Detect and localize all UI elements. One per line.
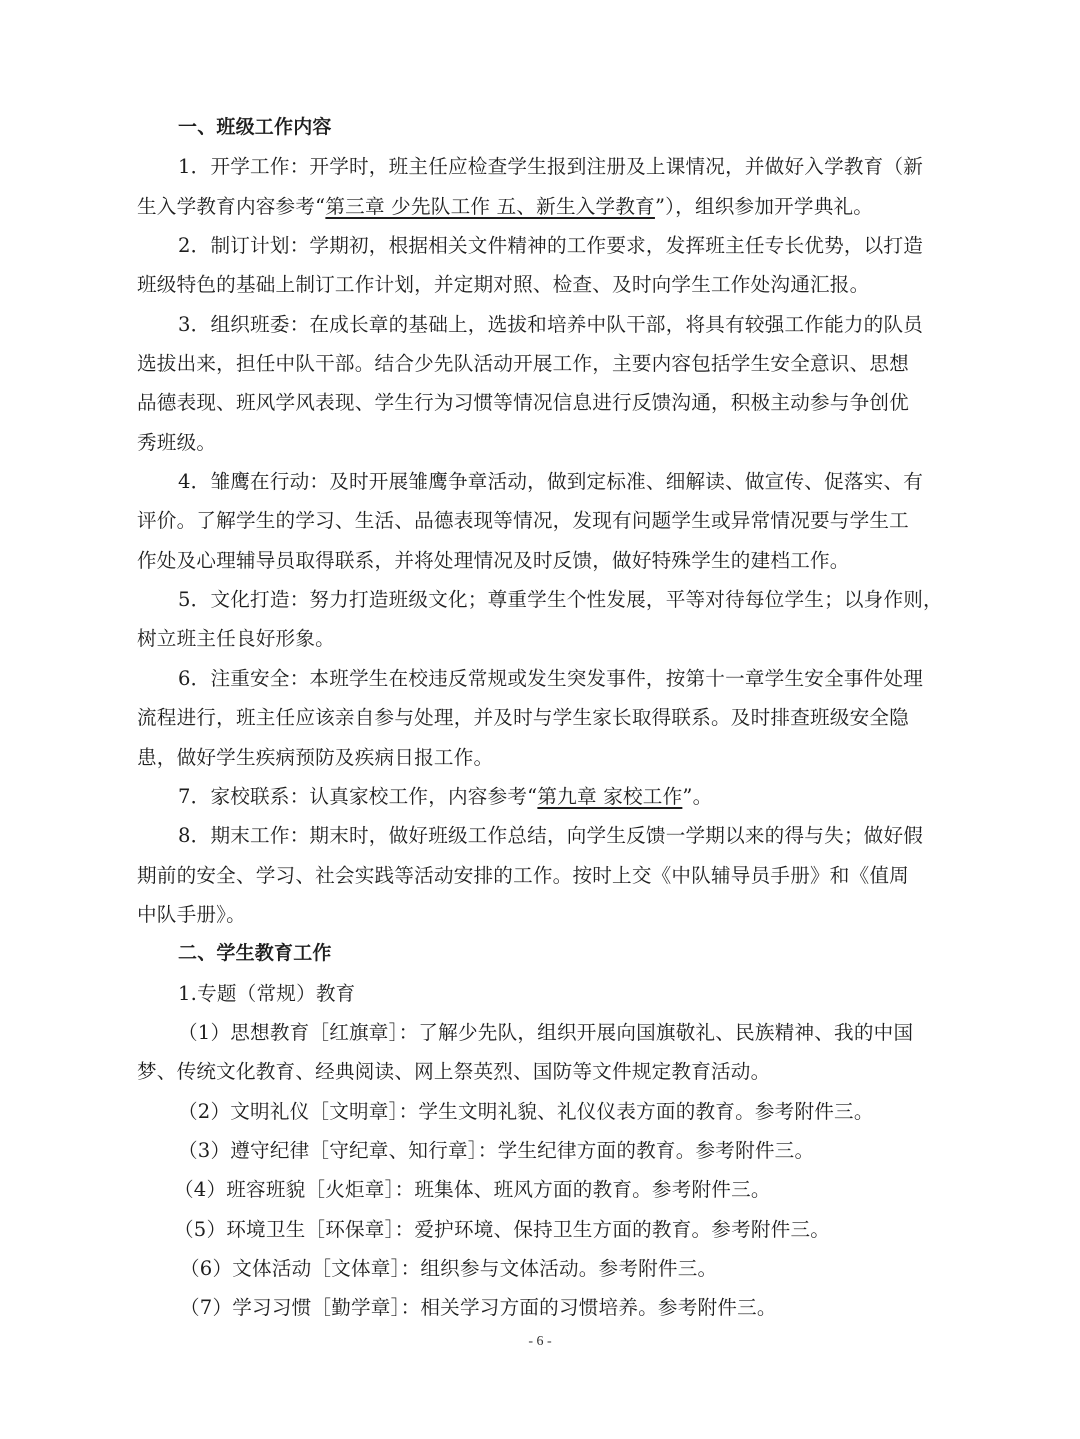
item-1-line-1: 1．开学工作：开学时，班主任应检查学生报到注册及上课情况，并做好入学教育（新 [178, 155, 924, 179]
item-3-line-1: 3．组织班委：在成长章的基础上，选拔和培养中队干部，将具有较强工作能力的队员 [178, 312, 924, 336]
item-8-line-3: 中队手册》。 [137, 902, 246, 926]
section-2-subtitle: 1.专题（常规）教育 [178, 981, 356, 1005]
item-5-line-2: 树立班主任良好形象。 [137, 627, 335, 651]
item-3-line-2: 选拔出来，担任中队干部。结合少先队活动开展工作，主要内容包括学生安全意识、思想 [137, 352, 909, 376]
item-7-line-1 [137, 777, 943, 816]
item-8-line-2: 期前的安全、学习、社会实践等活动安排的工作。按时上交《中队辅导员手册》和《值周 [137, 863, 909, 887]
item-4-line-1: 4．雏鹰在行动：及时开展雏鹰争章活动，做到定标准、细解读、做宣传、促落实、有 [178, 470, 924, 494]
item-6-line-3: 患，做好学生疾病预防及疾病日报工作。 [137, 745, 494, 769]
item-7-text-a: 7．家校联系：认真家校工作，内容参考“ [178, 784, 538, 808]
item-2-line-1: 2．制订计划：学期初，根据相关文件精神的工作要求，发挥班主任专长优势，以打造 [178, 234, 924, 258]
item-1-text-b: ”），组织参加开学典礼。 [654, 194, 874, 218]
edu-item-2: （2）文明礼仪［文明章］：学生文明礼貌、礼仪仪表方面的教育。参考附件三。 [178, 1099, 874, 1123]
item-3-line-4: 秀班级。 [137, 430, 217, 454]
edu-item-4: （4）班容班貌［火炬章］：班集体、班风方面的教育。参考附件三。 [174, 1178, 771, 1202]
item-4-line-3: 作处及心理辅导员取得联系，并将处理情况及时反馈，做好特殊学生的建档工作。 [137, 548, 850, 572]
document-page [137, 108, 943, 1328]
item-5-line-1: 5．文化打造：努力打造班级文化；尊重学生个性发展，平等对待每位学生；以身作则， [178, 588, 943, 612]
item-1-line-2 [137, 187, 943, 226]
item-4-line-2: 评价。了解学生的学习、生活、品德表现等情况，发现有问题学生或异常情况要与学生工 [137, 509, 909, 533]
section-heading-1: 一、班级工作内容 [178, 116, 332, 138]
edu-item-7: （7）学习习惯［勤学章］：相关学习方面的习惯培养。参考附件三。 [180, 1296, 777, 1320]
item-7-text-b: ”。 [682, 784, 713, 808]
chapter9-link[interactable]: 第九章 家校工作 [537, 784, 683, 808]
section-heading-2: 二、学生教育工作 [178, 942, 332, 965]
edu-item-1-line-1: （1）思想教育［红旗章］：了解少先队，组织开展向国旗敬礼、民族精神、我的中国 [178, 1020, 914, 1044]
page-number: - 6 - [528, 1334, 552, 1349]
edu-item-1-line-2: 梦、传统文化教育、经典阅读、网上祭英烈、国防等文件规定教育活动。 [137, 1060, 771, 1084]
item-6-line-2: 流程进行，班主任应该亲自参与处理，并及时与学生家长取得联系。及时排查班级安全隐 [137, 706, 909, 730]
item-3-line-3: 品德表现、班风学风表现、学生行为习惯等情况信息进行反馈沟通，积极主动参与争创优 [137, 391, 909, 415]
item-8-line-1: 8．期末工作：期末时，做好班级工作总结，向学生反馈一学期以来的得与失；做好假 [178, 824, 924, 848]
chapter3-link[interactable]: 第三章 少先队工作 五、新生入学教育 [325, 194, 655, 218]
item-1-text-a: 生入学教育内容参考“ [137, 194, 326, 218]
item-2-line-2: 班级特色的基础上制订工作计划，并定期对照、检查、及时向学生工作处沟通汇报。 [137, 273, 870, 297]
edu-item-3: （3）遵守纪律［守纪章、知行章］：学生纪律方面的教育。参考附件三。 [178, 1138, 815, 1162]
edu-item-5: （5）环境卫生［环保章］：爱护环境、保持卫生方面的教育。参考附件三。 [174, 1217, 831, 1241]
edu-item-6: （6）文体活动［文体章］：组织参与文体活动。参考附件三。 [180, 1256, 718, 1280]
item-6-line-1: 6．注重安全：本班学生在校违反常规或发生突发事件，按第十一章学生安全事件处理 [178, 666, 924, 690]
